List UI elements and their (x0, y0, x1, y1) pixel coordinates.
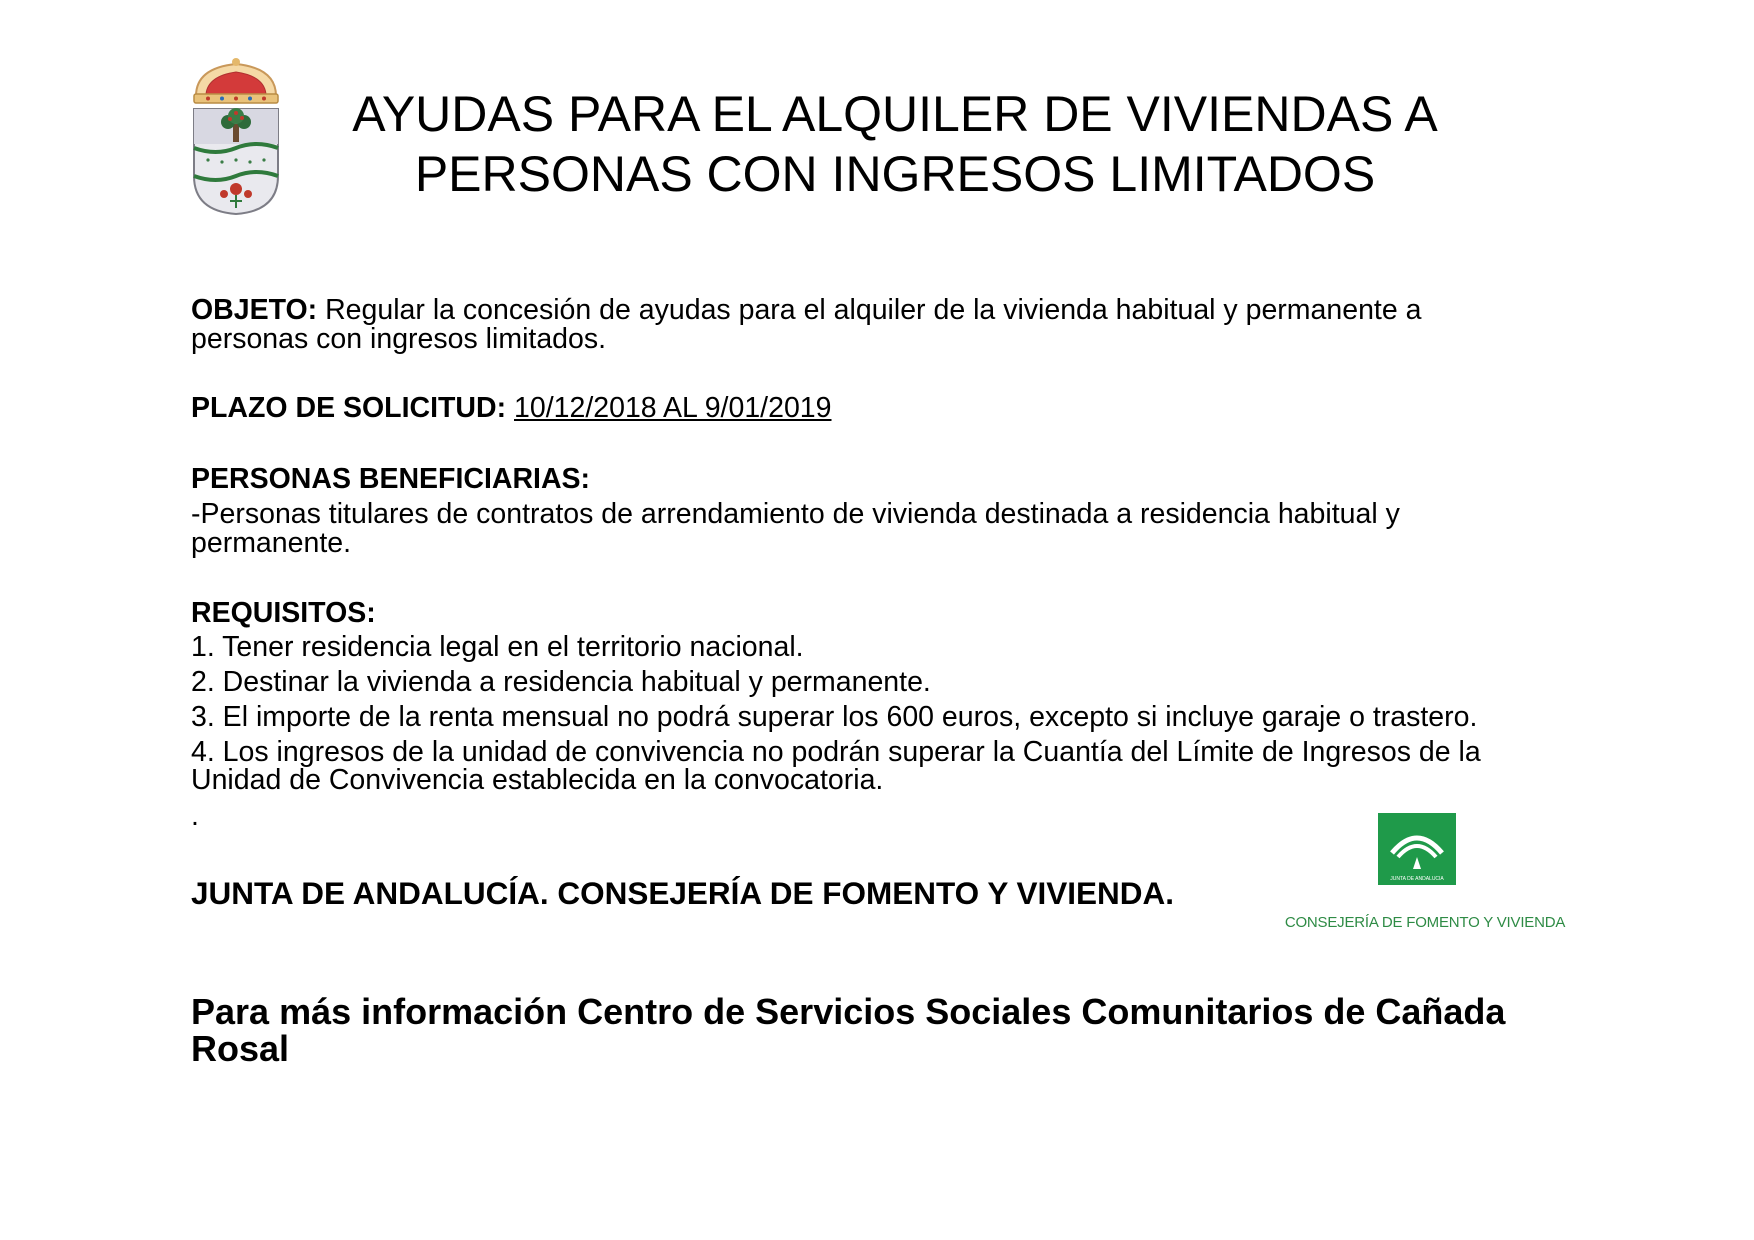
requisito-item-3: 3. El importe de la renta mensual no podrá superar los 600 euros, excepto si incluye garaje o trastero. (191, 701, 1478, 733)
plazo-section (191, 394, 1591, 423)
requisito-item-4: 4. Los ingresos de la unidad de convivencia no podrán superar la Cuantía del Límite de Ingresos de la (191, 736, 1481, 768)
requisito-item-2: 2. Destinar la vivienda a residencia habitual y permanente. (191, 666, 931, 698)
objeto-text-line-2: personas con ingresos limitados. (191, 323, 607, 355)
beneficiarias-label: PERSONAS BENEFICIARIAS: (191, 463, 591, 495)
title-line-1: AYUDAS PARA EL ALQUILER DE VIVIENDAS A (352, 86, 1438, 142)
objeto-section (191, 296, 1591, 354)
more-info-line-2: Rosal (191, 1028, 290, 1069)
logo-caption: CONSEJERÍA DE FOMENTO Y VIVIENDA (1284, 914, 1566, 931)
trailing-dot: . (191, 800, 199, 832)
objeto-text-line-1: Regular la concesión de ayudas para el alquiler de la vivienda habitual y permanente a (317, 294, 1422, 326)
footer-organization: JUNTA DE ANDALUCÍA. CONSEJERÍA DE FOMENTO Y VIVIENDA. (191, 875, 1175, 911)
requisito-item-4-continued: Unidad de Convivencia establecida en la convocatoria. (191, 764, 884, 796)
requisito-item-1: 1. Tener residencia legal en el territorio nacional. (191, 631, 804, 663)
junta-de-andalucia-logo (1378, 813, 1456, 885)
beneficiarias-section (191, 465, 1591, 558)
plazo-dates: 10/12/2018 AL 9/01/2019 (514, 392, 832, 424)
plazo-label: PLAZO DE SOLICITUD: (191, 392, 507, 424)
more-info-line-1: Para más información Centro de Servicios Sociales Comunitarios de Cañada (191, 991, 1506, 1032)
logo-small-text: JUNTA DE ANDALUCIA (1390, 876, 1444, 882)
beneficiarias-line-1: -Personas titulares de contratos de arrendamiento de vivienda destinada a residencia habitual y (191, 498, 1400, 530)
requisitos-label: REQUISITOS: (191, 597, 376, 629)
beneficiarias-line-2: permanente. (191, 527, 352, 559)
page-title (300, 84, 1490, 204)
objeto-label: OBJETO: (191, 294, 318, 326)
title-line-2: PERSONAS CON INGRESOS LIMITADOS (414, 146, 1376, 202)
municipal-coat-of-arms (186, 56, 286, 216)
more-info (191, 993, 1611, 1067)
crown-icon (194, 58, 278, 103)
